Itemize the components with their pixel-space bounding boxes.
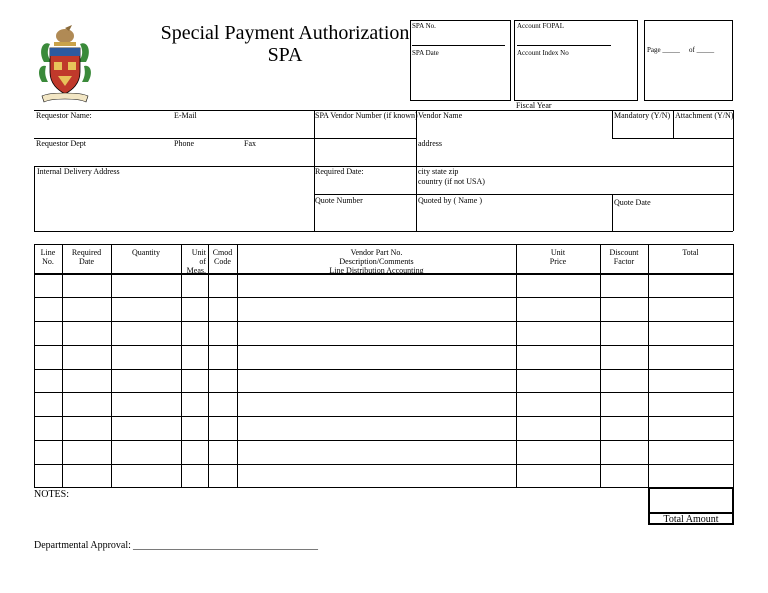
header-cmod-code: Cmod Code — [212, 248, 233, 266]
fiscal-year-label: Fiscal Year — [516, 101, 552, 110]
requestor-name-label: Requestor Name: — [36, 111, 92, 120]
page-box — [644, 20, 733, 101]
total-amount-label: Total Amount — [663, 514, 719, 525]
header-unit-price: Unit Price — [549, 248, 567, 266]
header-required-date: Required Date — [71, 248, 102, 266]
form-title: Special Payment Authorization — [160, 22, 410, 44]
header-unit-of-meas: Unit of Meas. — [186, 248, 206, 275]
of-label: of _____ — [689, 46, 715, 54]
approval-signature-line[interactable]: _____________________________________ — [133, 540, 318, 551]
vendor-number-label: SPA Vendor Number (if known) — [315, 111, 418, 120]
header-total: Total — [682, 248, 699, 257]
fax-label: Fax — [244, 139, 256, 148]
country-label: country (if not USA) — [418, 177, 485, 186]
header-quantity: Quantity — [132, 248, 160, 257]
notes-label: NOTES: — [34, 489, 69, 500]
header-description: Vendor Part No. Description/Comments Line Distribution Accounting — [329, 248, 424, 275]
vendor-name-label: Vendor Name — [418, 111, 463, 120]
departmental-approval-label: Departmental Approval: — [34, 540, 131, 551]
university-crest-logo — [36, 22, 94, 104]
account-index-label: Account Index No — [517, 49, 569, 57]
quoted-by-label: Quoted by ( Name ) — [418, 196, 482, 205]
quote-number-label: Quote Number — [315, 196, 363, 205]
header-discount-factor: Discount Factor — [609, 248, 639, 266]
address-label: address — [418, 139, 442, 148]
spa-number-box[interactable] — [410, 20, 511, 101]
spa-date-label: SPA Date — [412, 49, 439, 57]
required-date-label: Required Date: — [315, 167, 364, 176]
city-state-zip-label: city state zip — [418, 167, 459, 176]
account-fopal-label: Account FOPAL — [517, 22, 564, 30]
form-subtitle: SPA — [267, 44, 303, 66]
requestor-dept-label: Requestor Dept — [36, 139, 86, 148]
header-line-no: Line No. — [40, 248, 56, 266]
email-label: E-Mail — [174, 111, 197, 120]
attachment-label: Attachment (Y/N) — [675, 111, 734, 120]
line-items-table — [34, 244, 734, 488]
internal-delivery-label: Internal Delivery Address — [37, 167, 120, 176]
quote-date-label: Quote Date — [614, 198, 651, 207]
account-box[interactable] — [514, 20, 638, 101]
page-label: Page _____ — [647, 46, 680, 54]
mandatory-label: Mandatory (Y/N) — [614, 111, 671, 120]
spa-no-label: SPA No. — [412, 22, 436, 30]
phone-label: Phone — [174, 139, 194, 148]
